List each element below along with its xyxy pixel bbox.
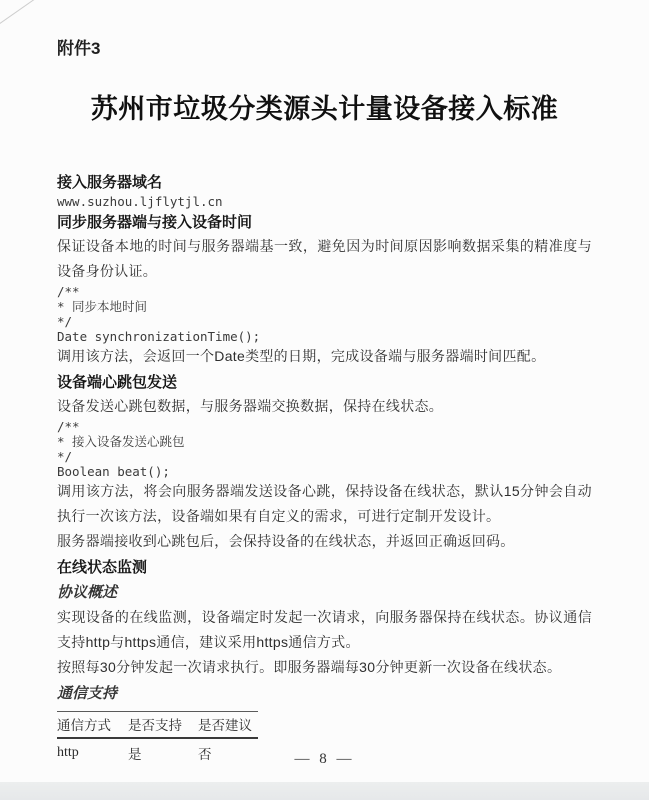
section-heading: 接入服务器域名 xyxy=(57,174,163,191)
code-line: */ xyxy=(57,314,73,329)
section-heading: 同步服务器端与接入设备时间 xyxy=(57,214,253,231)
page-title: 苏州市垃圾分类源头计量设备接入标准 xyxy=(90,94,559,124)
code-line: * 接入设备发送心跳包 xyxy=(57,434,185,449)
paragraph: 实现设备的在线监测，设备端定时发起一次请求，向服务器保持在线状态。协议通信支持http与https通信，建议采用https通信方式。 xyxy=(57,609,592,650)
code-line: www.suzhou.ljflytjl.cn xyxy=(57,194,223,209)
section-heading: 在线状态监测 xyxy=(57,559,148,576)
table-header-cell: 是否支持 xyxy=(128,718,182,733)
paragraph: 调用该方法，将会向服务器端发送设备心跳，保持设备在线状态，默认15分钟会自动执行一次该方法，设备端如果有自定义的需求，可进行定制开发设计。 xyxy=(57,483,592,524)
attachment-label: 附件3 xyxy=(57,39,101,58)
paragraph: 调用该方法，会返回一个Date类型的日期，完成设备端与服务器端时间匹配。 xyxy=(57,348,546,364)
table-cell: 否 xyxy=(198,747,212,762)
subsection-heading: 协议概述 xyxy=(57,585,118,601)
code-line: Boolean beat(); xyxy=(57,464,170,479)
section-heading: 设备端心跳包发送 xyxy=(57,374,178,391)
table-cell: http xyxy=(57,745,79,760)
subsection-heading: 通信支持 xyxy=(57,686,118,702)
code-line: Date synchronizationTime(); xyxy=(57,329,261,344)
paragraph: 保证设备本地的时间与服务器端基一致，避免因为时间原因影响数据采集的精准度与设备身份认证。 xyxy=(57,238,592,279)
table-header-cell: 是否建议 xyxy=(198,718,252,733)
table-header-cell: 通信方式 xyxy=(57,718,111,733)
paragraph: 按照每30分钟发起一次请求执行。即服务器端每30分钟更新一次设备在线状态。 xyxy=(57,659,562,675)
document-body xyxy=(57,172,592,764)
table-cell: 是 xyxy=(128,747,142,762)
code-line: /** xyxy=(57,419,80,434)
paragraph: 服务器端接收到心跳包后，会保持设备的在线状态，并返回正确返回码。 xyxy=(57,533,515,549)
code-line: * 同步本地时间 xyxy=(57,299,148,314)
code-line: /** xyxy=(57,284,80,299)
page-number: — 8 — xyxy=(294,751,355,767)
photo-edge xyxy=(0,782,649,800)
code-line: */ xyxy=(57,449,73,464)
paragraph: 设备发送心跳包数据，与服务器端交换数据，保持在线状态。 xyxy=(57,398,444,414)
